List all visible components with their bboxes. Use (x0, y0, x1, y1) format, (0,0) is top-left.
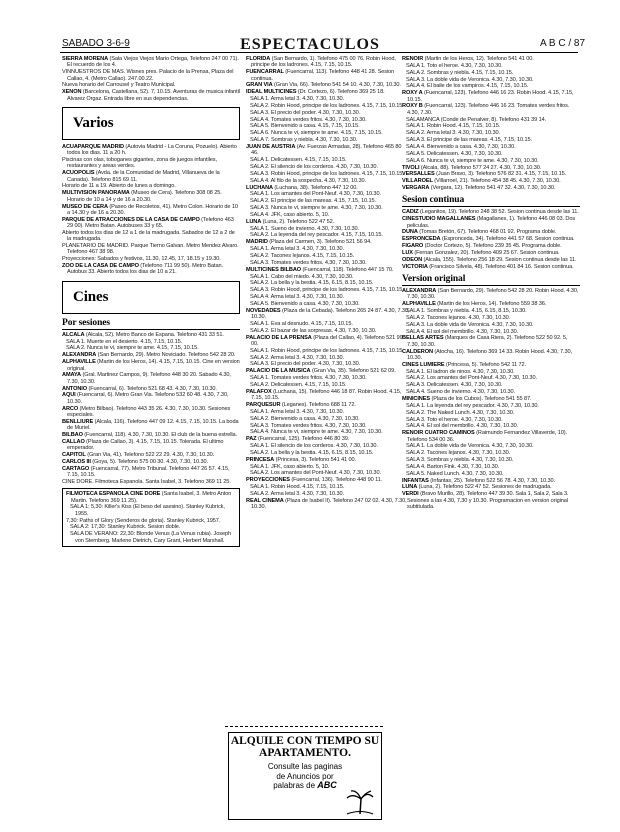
listing-entry: ACUOPOLIS (Avda. de la Comunidad de Madrid, Villanueva de la Canada). Telefono 815 69 11. (62, 170, 220, 183)
listing-entry: SALA 4. JFK, caso abierto. 5, 10. (250, 211, 330, 218)
issue-date: SABADO 3-6-9 (62, 38, 130, 49)
listing-entry: SALA 1. Sombras y niebla. 4.15, 6.15, 8.15, 10.30. (406, 308, 527, 314)
listing-entry: SALA 1. Los amantes del Pont-Neuf. 4.30, 7.30, 10.30. (250, 191, 381, 198)
listing-entry: SALA 4. El sol del membrillo. 4.30, 7.30, 10.30. (406, 328, 519, 335)
listing-entry: SALA 2. El silencio de los corderos. 4.30, 7.30, 10.30. (250, 164, 378, 170)
page-header (0, 0, 620, 52)
listing-entry: ALPHAVILLE (Martin de los Heros, 14). 4.15, 7.15, 10.15. Cine en version original. (62, 359, 240, 372)
ad-headline-2: APARTAMENTO. (259, 747, 351, 759)
listing-entry: SALA 4. Sueno de invierno. 4.30, 7.30, 10.30. (406, 389, 516, 396)
listing-entry: CARTAGO (Fuencarral, 77). Metro Tribunal. Telefono 447 26 57. 4.15, 7.15, 10.15. (62, 465, 230, 478)
listing-entry: SALA 1. El silencio de los corderos. 4.30, 7.30, 10.30. (250, 443, 378, 450)
listing-entry: SALA 2. El bazar de las sorpresas. 4.30, 7.30, 10.30. (250, 327, 377, 334)
listing-entry: SALA 3. Tomates verdes fritos. 4.30, 7.30, 10.30. (250, 422, 367, 429)
listing-entry: PLANETARIO DE MADRID. Parque Tierno Galvan. Metro Mendez Alvaro. Telefono 467 38 98. (62, 243, 239, 256)
listing-entry: SALA 7. Sombras y niebla. 4.30, 7.30, 10.30. (250, 137, 358, 144)
listing-entry: JUAN DE AUSTRIA (Av. Fuerzas Armadas, 28). Telefono 465 80 46. (246, 143, 402, 157)
listing-entry: LUX (Fernan Gonzalez, 20). Telefono 409 25 67. Sesion continua. (402, 249, 560, 256)
listing-entry: FUENCARRAL (Fuencarral, 113). Telefono 448 41 28. Sesion continua. (246, 69, 395, 82)
listing-entry: CALLAO (Plaza de Callao, 3). 4.15, 7.15, 10.15. Tolerada. El ultimo emperador. (62, 438, 224, 452)
listing-entry: SALA 4. Tomates verdes fritos. 4.30, 7.30, 10.30. (250, 116, 367, 123)
listing-entry: PROYECCIONES (Fuencarral, 136). Telefono 448 90 11. (246, 477, 383, 484)
listing-entry: ANTONIO (Fuencarral, 6). Telefono 521 68 43. 4.30, 7.30, 10.30. (62, 385, 217, 392)
listing-entry: SALA 3. La doble vida de Veronica. 4.30, 7.30, 10.30. (406, 321, 534, 328)
listing-entry: Horario de 11 a 19. Abierto de lunes a domingo. (62, 183, 176, 190)
listing-entry: SALA 3. Robin Hood, principe de los ladrones. 4.15, 7.15, 10.15. (250, 287, 404, 294)
listing-entry: ODEON (Alcala, 155). Telefono 256 18 29. Sesion continua desde las 11. (402, 256, 577, 263)
listing-entry: Piscinas con olas, toboganes gigantes, zona de juegos infantiles, restaurantes y areas verdes. (62, 157, 217, 170)
listing-entry: INFANTAS (Infantas, 25). Telefono 522 56 78. 4.30, 7.30, 10.30. (402, 477, 556, 484)
listing-entry: SALA 3. Delicatessen. 4.30, 7.30, 10.30. (406, 382, 503, 389)
listing-entry: ACUAPARQUE MADRID (Autovia Madrid - La Coruna, Pozuelo). Abierto todos los dias. 11 a 20 h. (62, 143, 237, 157)
listing-entry: SALA 1. Sueno de invierno. 4.30, 7.30, 10.30. (250, 225, 360, 232)
sesion-continua-heading: Sesion continua (402, 195, 580, 207)
listing-entry: BENLLIURE (Alcala, 116). Telefono 447 09 12. 4.15, 7.15, 10.15. La boda de Muriel. (62, 418, 239, 432)
varios-heading: Varios (62, 107, 240, 140)
listing-entry: SALA 5. Naked Lunch. 4.30, 7.30, 10.30. (406, 470, 504, 477)
listing-entry: VERGARA (Vergara, 12). Telefono 541 47 32. 4.30, 7.30, 10.30. (402, 185, 556, 192)
listing-entry: SALA 2. Los amantes del Pont-Neuf. 4.30, 7.30, 10.30. (250, 470, 381, 477)
listing-entry: ROXY A (Fuencarral, 123). Telefono 446 16 23. Robin Hood. 4.15, 7.15, 10.15. (402, 90, 574, 103)
listing-entry: SALA 1. Delicatessen. 4.15, 7.15, 10.15. (250, 157, 347, 164)
listing-entry: SALA 4. Arma letal 3. 4.30, 7.30, 10.30. (250, 294, 344, 301)
listing-entry: LUNA (Luna, 2). Telefono 522 47 52. (246, 218, 335, 225)
listing-entry: SALA 1. Cabo del miedo. 4.30, 7.30, 10.30. (250, 273, 354, 280)
listing-entry: LUNA (Luna, 2). Telefono 522 47 52. Sesiones de madrugada. (402, 484, 552, 491)
listing-entry: SALA 3. Robin Hood, principe de los ladrones. 4.15, 7.15, 10.15. (250, 170, 404, 177)
listing-entry: SALA 1. Arma letal 3. 4.30, 7.30, 10.30. (250, 408, 344, 415)
listing-entry: ALPHAVILLE (Martin de los Heros, 14). Telefono 559 38 36. (402, 301, 547, 308)
ad-headline-1: ALQUILE CON TIEMPO SU (230, 735, 380, 747)
listing-entry: RENOIR (Martin de los Heros, 12). Telefono 541 41 00. (402, 56, 534, 62)
listing-entry: SALA 1. Arma letal 3. 4.30, 7.30, 10.30. (250, 246, 344, 253)
listing-entry: PARQUE DE ATRACCIONES DE LA CASA DE CAMPO (Telefono 463 29 00). Metro Batan. Autobuses 33 y 65. (62, 216, 234, 230)
listing-entry: SALA 3. Toto el heroe. 4.30, 7.30, 10.30. (406, 416, 503, 423)
listing-entry: CAPITOL (Gran Via, 41). Telefono 522 22 29. 4.30, 7.30, 10.30. (62, 451, 215, 458)
palm-tree-icon (345, 789, 375, 815)
listing-entry: VILLAROEL (Villarroel, 21). Telefono 454 38 45. 4.30, 7.30, 10.30. (402, 178, 561, 185)
listing-entry: SALA 1. Eva al desnudo. 4.15, 7.15, 10.15. (250, 320, 353, 327)
page-number: A B C / 87 (540, 38, 586, 49)
listing-entry: PALACIO DE LA MUSICA (Gran Via, 35). Telefono 521 62 09. (246, 368, 396, 375)
filmoteca-box (62, 488, 240, 547)
listing-entry: SALA 2. Bienvenido a casa. 4.30, 7.30, 10.30. (250, 415, 360, 422)
listing-entry: CINES LUMIERE (Princesa, 5). Telefono 542 11 72. (402, 361, 527, 368)
listing-entry: SALA 2. Robin Hood, principe de los ladrones. 4.15, 7.15, 10.15. (250, 102, 404, 109)
listing-entry: CINESTUDIO MAGALLANES (Magallanes, 1). Telefono 446 08 03. Dos peliculas. (402, 216, 576, 229)
listing-entry: PALACIO DE LA PRENSA (Plaza del Callao, 4). Telefono 521 99 00. (246, 334, 403, 347)
listing-entry: SALA 2. Delicatessen. 4.15, 7.15, 10.15. (250, 382, 347, 388)
listing-entry: SALA 1. Tomates verdes fritos. 4.30, 7.30, 10.30. (250, 375, 367, 382)
listing-entry: Nueva horario del Carrousel y Teatro Municipal. (62, 82, 176, 89)
listing-entry: TIVOLI (Alcala, 88). Telefono 577 24 27. 4.30, 7.30, 10.30. (402, 164, 542, 171)
listing-entry: SALA 2. Sombras y niebla. 4.15, 7.15, 10.15. (406, 69, 514, 76)
classified-ad (228, 732, 382, 820)
ad-cut-line (225, 726, 383, 727)
listing-entry: SALA 2. El principe de las mareas. 4.15, 7.15, 10.15. (250, 198, 376, 205)
listing-entry: SALA 1. El ladron de ninos. 4.30, 7.30, 10.30. (406, 368, 515, 375)
header-rule (60, 52, 578, 53)
listing-entry: SIERRA MORENA (Sala Viejos Viejos Mario Ortega, Telefono 247 00 71). El recuerdo de los 4. (62, 56, 239, 69)
listing-entry: BELLAS ARTES (Marques de Casa Riera, 2). Telefono 522 50 92. 5, 7.30, 10.30. (402, 335, 568, 348)
listing-entry: SALA 2. Arma letal 3. 4.30, 7.30, 10.30. (250, 354, 344, 361)
listing-entry: SALA 2. Tacones lejanos. 4.15, 7.15, 10.15. (250, 252, 355, 259)
listing-entry: MADRID (Plaza del Carmen, 3). Telefono 521 56 94. (246, 239, 372, 246)
listing-entry: MULTICINES BILBAO (Fuencarral, 118). Telefono 447 15 70. (246, 266, 394, 273)
listing-entry: CARLOS III (Goya, 5). Telefono 575 00 30. 4.30, 7.30, 10.30. (62, 458, 208, 465)
listing-entry: VERDI (Bravo Murillo, 28). Telefono 447 39 30. Sala 1, Sala 2, Sala 3. Sesiones a las 4.30, 7.30 y 10.30. Programacion en version original subtitulada. (402, 491, 569, 510)
listing-entry: SALAMANCA (Conde de Penalver, 8). Telefono 431 39 14. (406, 116, 547, 123)
listing-entry: SALA 3. Nunca te vi, siempre te ame. 4.30, 7.30, 10.30. (250, 205, 383, 212)
version-original-heading: Version original (402, 274, 580, 286)
listing-entry: DUNA (Tomas Bretón, 67). Telefono 468 01 92. Programa doble. (402, 229, 557, 236)
listing-entry: SALA 1. Muerte en el desierto. 4.15, 7.15, 10.15. (66, 338, 183, 345)
listing-entry: SALA 2. La leyenda del rey pescador. 4.15, 7.15, 10.15. (250, 232, 383, 239)
listing-entry: SALA 2. Nunca te vi, siempre te ame. 4.15, 7.15, 10.15. (66, 345, 199, 352)
listing-entry: SALA 4. El sol del membrillo. 4.30, 7.30, 10.30. (406, 423, 519, 430)
listing-entry: SALA 2. Tacones lejanos. 4.30, 7.30, 10.30. (406, 450, 511, 457)
listing-entry: SALA 3. El precio del poder. 4.30, 7.30, 10.30. (250, 361, 361, 368)
column-2 (246, 56, 410, 822)
listing-entry: SALA 6. Nunca te vi, siempre te ame. 4.15, 7.15, 10.15. (250, 130, 383, 137)
listing-entry: FIGARO (Doctor Cortezo, 5). Telefono 239 35 45. Programa doble. (402, 243, 562, 250)
listing-entry: VINNUESTROS DE MAS. Wisnes pres. Palacio de la Prensa, Plaza del Callao, 4. (Metro Callao). 247.00.22. (62, 69, 234, 82)
listing-entry: SALA DE VERANO: 22,30: Blonde Venus (La Venus rubia). Joseph von Sternberg. Marlene Dietrich, Cary Grant, Herbert Marshall. (70, 531, 231, 544)
listing-entry: CALDERON (Atocha, 16). Telefono 369 14 33. Robin Hood. 4.30, 7.30, 10.30. (402, 348, 572, 361)
listing-entry: ZOO DE LA CASA DE CAMPO (Telefono 711 99 50). Metro Batan. Autobus 33. Abierto todos los dias de 10 a 21. (62, 263, 223, 276)
ad-text-1: Consulte las paginas (267, 762, 343, 771)
listing-entry: ARCO (Metro Bilbao). Telefono 443 35 26. 4.30, 7.30, 10.30. Sesiones especiales. (62, 405, 231, 418)
listing-entry: SALA 4. Nunca te vi, siempre te ame. 4.30, 7.30, 10.30. (250, 429, 383, 436)
listing-entry: SALA 4. Barton Fink. 4.30, 7.30, 10.30. (406, 463, 500, 470)
listing-entry: ROXY B (Fuencarral, 123). Telefono 446 16 23. Tomates verdes fritos. 4.30, 7.30. (402, 103, 570, 116)
listing-entry: AQUI (Fuencarral, 6). Metro Gran Via. Telefono 532 60 48. 4.30, 7.30, 10.30. (62, 392, 229, 405)
listing-entry: SALA 1. Robin Hood. 4.15, 7.15, 10.15. (406, 123, 501, 130)
column-3 (402, 56, 580, 822)
listing-entry: SALA 4. Bienvenido a casa. 4.30, 7.30, 10.30. (406, 143, 516, 150)
listing-entry: SALA 3. La doble vida de Veronica. 4.30, 7.30, 10.30. (406, 76, 534, 83)
listing-entry: PRINCESA (Princesa, 3). Telefono 541 41 00. (246, 456, 357, 463)
listing-entry: VERSALLES (Juan Bravo, 3). Telefono 576 82 31. 4.15, 7.15, 10.15. (402, 171, 567, 178)
listing-entry: MINICINES (Plaza de los Cubos). Telefono 541 55 87. (402, 395, 532, 402)
listing-entry: 7,30: Paths of Glory (Senderos de gloria). Stanley Kubrick, 1957. (66, 517, 221, 524)
listing-entry: SALA 1: 5,30: Killer's Kiss (El beso del asesino). Stanley Kubrick, 1955. (70, 504, 225, 517)
listing-entry: ALEXANDRA (San Bernardo, 29). Metro Noviciado. Telefono 542 28 20. (62, 352, 236, 359)
listing-entry: SALA 2. Los amantes del Pont-Neuf. 4.30, 7.30, 10.30. (406, 375, 537, 382)
ad-text-2: de Anuncios por (276, 771, 334, 781)
listing-entry: IDEAL MULTICINES (Dr. Cortezo, 6). Telefono 369 25 18. (246, 89, 385, 96)
listing-entry: SALA 5. Bienvenido a casa. 4.30, 7.30, 10.30. (250, 300, 360, 307)
listing-entry: SALA 5. Bienvenido a casa. 4.15, 7.15, 10.15. (250, 123, 360, 130)
listing-entry: MUSEO DE CERA (Paseo de Recoletos, 41). Metro Colon. Horario de 10 a 14.30 y de 16 a 20.30. (62, 203, 238, 216)
listing-entry: PARQUESUR (Leganes). Telefono 688 11 72. (246, 402, 356, 409)
listing-entry: SALA 1. Toto el heroe. 4.30, 7.30, 10.30. (406, 62, 503, 69)
listing-entry: SALA 2. La bella y la bestia. 4.15, 6.15, 8.15, 10.15. (250, 449, 374, 456)
listing-entry: LUCHANA (Luchana, 38). Telefono 447 12 00. (246, 184, 358, 191)
listing-entry: SALA 3. Sombras y niebla. 4.30, 7.30, 10.30. (406, 457, 514, 464)
listing-entry: CINE DORE. Filmoteca Espanola. Santa Isabel, 3. Telefono 369 11 25. (62, 478, 231, 485)
listing-entry: XENON (Barcelona, Castellana, 52). 7, 10.15. Aventuras de musica infantil Alvarez Orgaz. Entrada libre en sus dependencias. (62, 89, 240, 102)
listing-entry: PAZ (Fuencarral, 125). Telefono 446 80 39. (246, 436, 350, 443)
listing-entry: SALA 5. Delicatessen. 4.30, 7.30, 10.30. (406, 150, 503, 157)
listing-entry: SALA 4. Al filo de la sospecha. 4.30, 7.30, 10.30. (250, 177, 366, 184)
listing-entry: SALA 2: 17,30: Stanley Kubrick. Sesion doble. (70, 524, 181, 531)
listing-entry: VICTORIA (Francisco Silvela, 48). Telefono 401 84 16. Sesion continua. (402, 263, 574, 270)
listing-entry: Proyecciones: Sabados y festivos, 11.30, 12.45, 17, 18.15 y 19.30. (62, 256, 221, 263)
listing-entry: FILMOTECA ESPANOLA CINE DORE (Santa Isabel, 3. Metro Anton Martin. Telefono 369 11 25). (66, 491, 232, 504)
listing-entry: SALA 3. El precio del poder. 4.30, 7.30, 10.30. (250, 109, 361, 116)
listing-entry: ALCALA (Alcala, 52). Metro Banco de Espana. Telefono 431 33 51. (62, 331, 224, 338)
listing-entry: Abierto todos los dias de 12 a 1 de la madrugada. Sabados de 12 a 2 de la madrugada. (62, 229, 235, 243)
listing-entry: SALA 1. Robin Hood. 4.15, 7.15, 10.15. (250, 484, 345, 491)
listing-entry: RENOIR CUATRO CAMINOS (Raimundo Fernandez Villaverde, 10). Telefono 534 00 36. (402, 430, 567, 443)
listing-entry: SALA 4. El baile de los vampiros. 4.15, 7.15, 10.15. (406, 83, 529, 90)
listing-entry: PALAFOX (Luchana, 15). Telefono 446 18 87. Robin Hood. 4.15, 7.15, 10.15. (246, 388, 402, 402)
listing-entry: ESPRONCEDA (Espronceda, 34). Telefono 441 57 68. Sesion continua. (402, 236, 575, 243)
listing-entry: GRAN VIA (Gran Via, 66). Telefono 541 54 10. 4.30, 7.30, 10.30. (246, 82, 401, 89)
listing-entry: SALA 1. La doble vida de Veronica. 4.30, 7.30, 10.30. (406, 443, 534, 450)
listing-entry: SALA 2. La bella y la bestia. 4.15, 6.15, 8.15, 10.15. (250, 280, 374, 287)
listing-entry: BILBAO (Fuencarral, 118). 4.30, 7.30, 10.30. El club de la buena estrella. (62, 431, 238, 438)
listing-entry: SALA 1. Robin Hood, principe de los ladrones. 4.15, 7.15, 10.15. (250, 347, 404, 354)
listing-entry: SALA 3. Tomates verdes fritos. 4.30, 7.30, 10.30. (250, 259, 367, 266)
listing-entry: SALA 3. El principe de las mareas. 4.15, 7.15, 10.15. (406, 137, 532, 144)
listing-entry: CADIZ (Leganitos, 19). Telefono 248 38 52. Sesion continua desde las 11. (402, 209, 579, 216)
listing-entry: NOVEDADES (Plaza de la Cebada). Telefono 265 24 87. 4.30, 7.30, 10.30. (246, 307, 410, 321)
listing-entry: ALEXANDRA (San Bernardo, 29). Telefono 542 28 20. Robin Hood. 4.30, 7.30, 10.30. (402, 287, 579, 301)
ad-brand: ABC (317, 780, 337, 790)
listing-entry: SALA 2. Arma letal 3. 4.30, 7.30, 10.30. (250, 491, 344, 497)
listing-entry: FLORIDA (San Bernardo, 1). Telefono 475 00 76. Robin Hood, principe de los ladrones. 4.15, 7.15, 10.15. (246, 56, 396, 69)
listing-entry: SALA 6. Nunca te vi, siempre te ame. 4.30, 7.30, 10.30. (406, 157, 539, 164)
listing-entry: SALA 2. Tacones lejanos. 4.30, 7.30, 10.30. (406, 314, 511, 321)
listing-entry: MULTIVISION PANORAMA (Museo de Cera). Telefono 308 08 25. Horario de 10 a 14 y de 16 a 20.30. (62, 190, 222, 203)
ad-text-3: palabras de (273, 781, 316, 790)
listing-entry: SALA 1. Arma letal 3. 4.30, 7.30, 10.30. (250, 96, 344, 103)
listing-entry: SALA 2. The Naked Lunch. 4.30, 7.30, 10.30. (406, 409, 515, 416)
section-title: ESPECTACULOS (240, 36, 380, 53)
listing-entry: SALA 1. JFK, caso abierto. 5, 10. (250, 463, 330, 470)
column-1 (62, 56, 240, 822)
listing-entry: AMAYA (Gral. Martinez Campos, 9). Telefono 448 30 20. Sabado 4.30, 7.30, 10.30. (62, 372, 231, 385)
por-sesiones-heading: Por sesiones (62, 318, 240, 330)
listing-entry: SALA 2. Arma letal 3. 4.30, 7.30, 10.30. (406, 130, 500, 137)
listing-entry: SALA 1. La leyenda del rey pescador. 4.30, 7.30, 10.30. (406, 402, 539, 409)
cines-heading: Cines (62, 281, 240, 314)
listing-entry: REAL CINEMA (Plaza de Isabel II). Telefono 247 02 02. 4.30, 7.30, 10.30. (246, 497, 407, 511)
